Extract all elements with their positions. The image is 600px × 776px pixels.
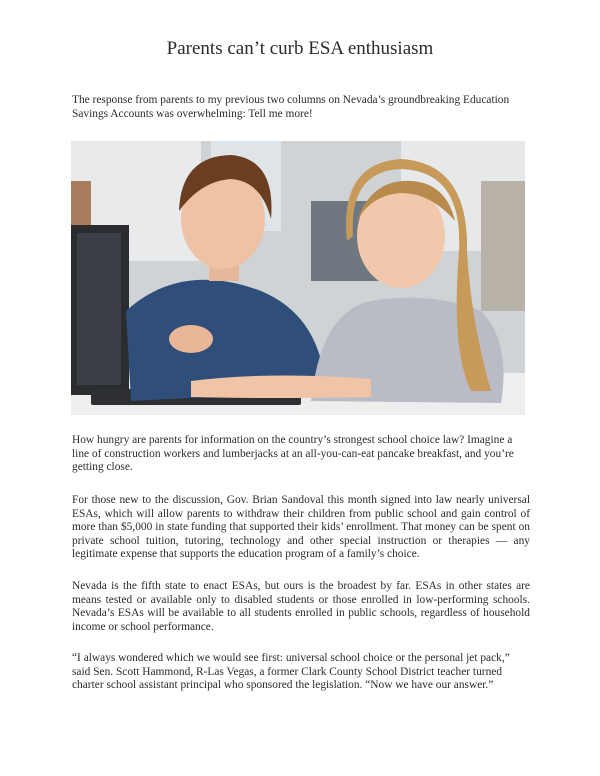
body-paragraph: Nevada is the fifth state to enact ESAs, but ours is the broadest by far. ESAs in other states are means tested or available only to disabled students or those enrolled in low-performing schools. Nevada’s ESAs will be available to all students enrolled in public schools, regardless of household income or school performance. — [72, 580, 530, 633]
intro-paragraph: The response from parents to my previous two columns on Nevada’s groundbreaking Education Savings Accounts was overwhelming: Tell me more! — [72, 94, 510, 120]
article-title: Parents can’t curb ESA enthusiasm — [166, 38, 434, 59]
body-paragraph: “I always wondered which we would see first: universal school choice or the personal jet pack,” said Sen. Scott Hammond, R-Las Vegas, a former Clark County School District teacher turned charter school assistant principal who sponsored the legislation. “Now we have our answer.” — [72, 652, 510, 692]
body-paragraph: For those new to the discussion, Gov. Brian Sandoval this month signed into law nearly universal ESAs, which will allow parents to withdraw their children from public school and gain control of more than $5,000 in state funding that supported their kids’ enrollment. That money can be spent on private school tuition, tutoring, technology and other special instruction or therapies — any legitimate expense that supports the education program of a family’s choice. — [72, 494, 530, 561]
article-photo — [71, 141, 525, 415]
body-paragraph: How hungry are parents for information on the country’s strongest school choice law? Imagine a line of construction workers and lumberjacks at an all-you-can-eat pancake breakfast, and you’re getting close. — [72, 434, 514, 474]
